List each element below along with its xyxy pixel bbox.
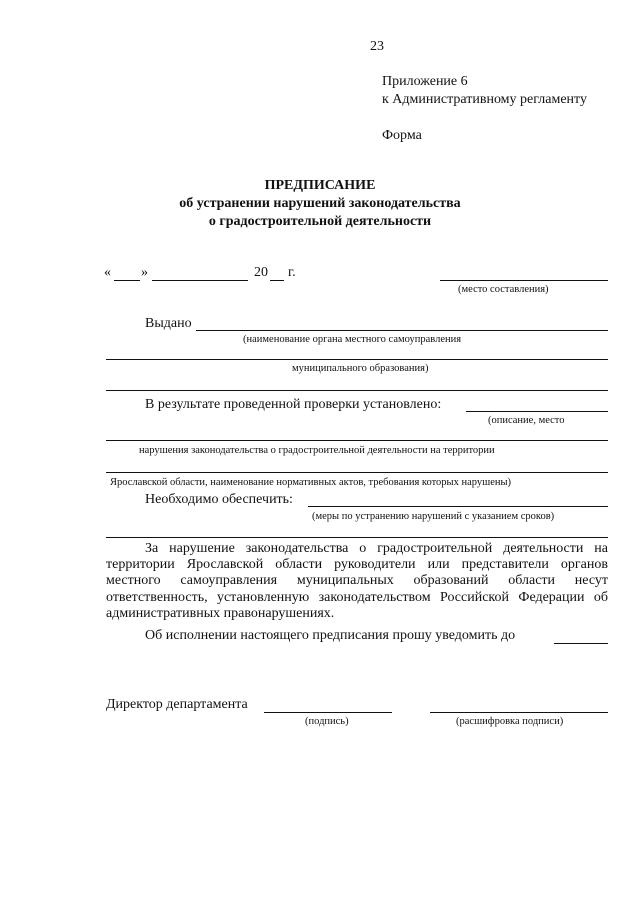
responsibility-text: За нарушение законодательства о градостроительной деятельности на территории Ярославской области руководители или представители органов местного самоуправления муниципальных образований области несут ответственность, установленную законодательством Российской Федерации об административных правонарушениях.	[106, 541, 608, 621]
inspection-caption-1: (описание, место	[488, 415, 565, 426]
inspection-caption-2: нарушения законодательства о градостроительной деятельности на территории	[139, 445, 495, 456]
ensure-line-1	[308, 506, 608, 507]
document-subtitle-2: о градостроительной деятельности	[208, 214, 432, 229]
issued-caption-1: (наименование органа местного самоуправления	[243, 334, 462, 345]
appendix-line-2: к Административному регламенту	[382, 92, 587, 107]
inspection-label: В результате проведенной проверки установлено:	[145, 397, 442, 412]
date-month-line	[152, 280, 248, 281]
issued-caption-2: муниципального образования)	[292, 363, 429, 374]
issued-label: Выдано	[145, 316, 192, 331]
inspection-line-3	[106, 472, 608, 473]
form-label: Форма	[382, 128, 422, 143]
date-year-suffix: г.	[288, 265, 296, 280]
ensure-line-2	[106, 537, 608, 538]
issued-line-2	[106, 359, 608, 360]
document-title: ПРЕДПИСАНИЕ	[264, 178, 376, 193]
date-year-prefix: 20	[254, 265, 268, 280]
responsibility-paragraph	[106, 541, 608, 622]
date-year-line	[270, 280, 284, 281]
appendix-line-1: Приложение 6	[382, 74, 468, 89]
inspection-line-1	[466, 411, 608, 412]
ensure-label: Необходимо обеспечить:	[145, 492, 293, 507]
date-day-line	[114, 280, 140, 281]
date-quote-close: »	[141, 265, 148, 280]
signature-label: Директор департамента	[106, 697, 248, 712]
place-caption: (место составления)	[458, 284, 549, 295]
signature-caption: (подпись)	[305, 716, 349, 727]
date-quote-open: «	[104, 265, 111, 280]
issued-line-3	[106, 390, 608, 391]
signature-decode-line	[430, 712, 608, 713]
notify-date-line	[554, 643, 608, 644]
notify-text: Об исполнении настоящего предписания прошу уведомить до	[145, 628, 516, 643]
inspection-caption-3: Ярославской области, наименование нормативных актов, требования которых нарушены)	[110, 477, 512, 488]
inspection-line-2	[106, 440, 608, 441]
signature-decode-caption: (расшифровка подписи)	[456, 716, 564, 727]
ensure-caption: (меры по устранению нарушений с указанием сроков)	[312, 511, 555, 522]
document-subtitle-1: об устранении нарушений законодательства	[179, 196, 461, 211]
issued-line	[196, 330, 608, 331]
page-number: 23	[370, 39, 384, 54]
signature-line	[264, 712, 392, 713]
place-line	[440, 280, 608, 281]
